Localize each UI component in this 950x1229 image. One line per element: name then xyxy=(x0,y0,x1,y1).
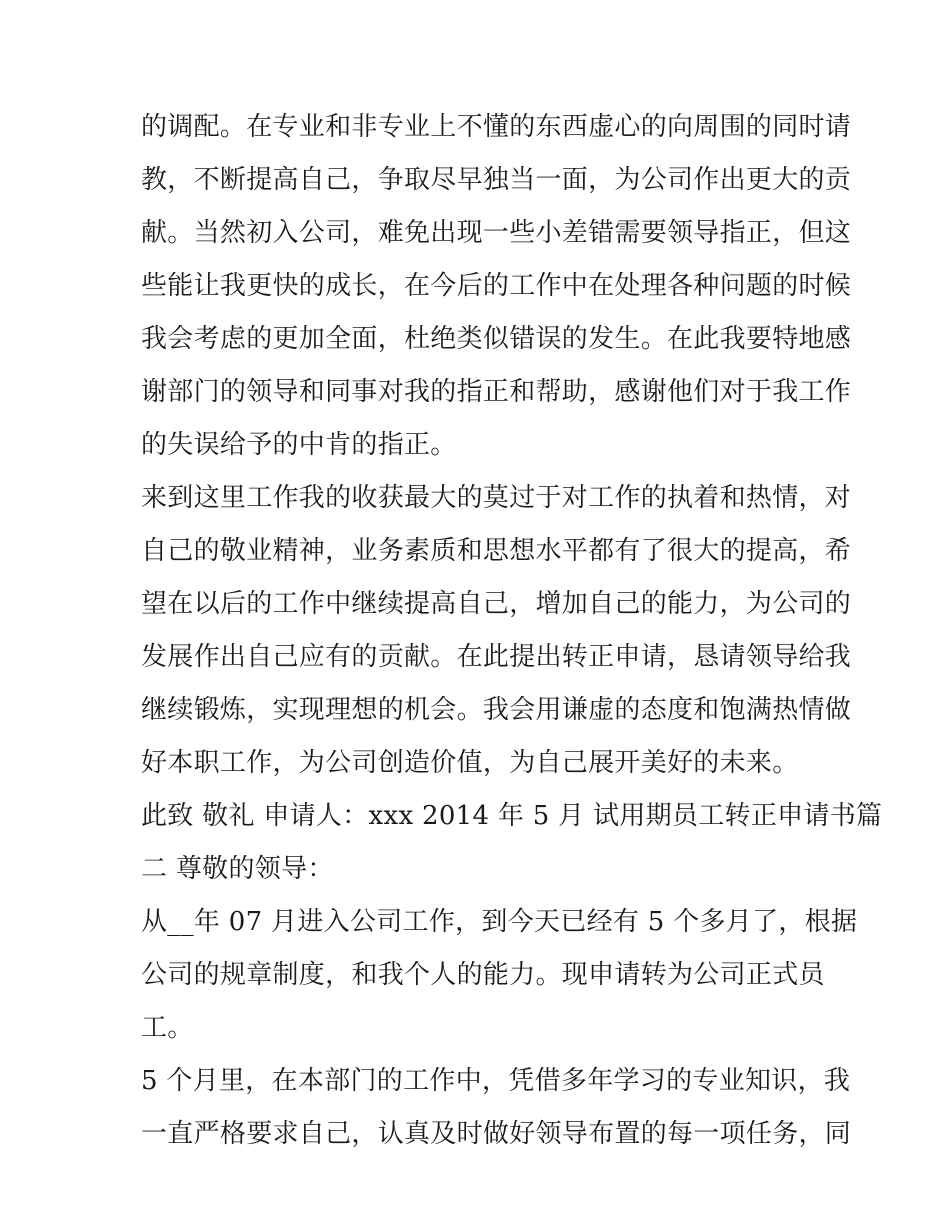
text-line: 教，不断提高自己，争取尽早独当一面，为公司作出更大的贡 xyxy=(141,165,852,195)
text-line: 发展作出自己应有的贡献。在此提出转正申请，恳请领导给我 xyxy=(141,642,852,672)
text-line: 献。当然初入公司，难免出现一些小差错需要领导指正，但这 xyxy=(141,218,852,248)
text-line: 的失误给予的中肯的指正。 xyxy=(141,430,457,460)
text-line: 一直严格要求自己，认真及时做好领导布置的每一项任务，同 xyxy=(141,1119,852,1149)
text-line: 此致 敬礼 申请人：xxx 2014 年 5 月 试用期员工转正申请书篇 xyxy=(141,801,883,831)
text-line: 二 尊敬的领导： xyxy=(141,854,334,884)
text-line: 继续锻炼，实现理想的机会。我会用谦虚的态度和饱满热情做 xyxy=(141,695,852,725)
text-line: 自己的敬业精神，业务素质和思想水平都有了很大的提高，希 xyxy=(141,536,852,566)
text-line: 从__年 07 月进入公司工作，到今天已经有 5 个多月了，根据 xyxy=(141,907,858,937)
text-line: 我会考虑的更加全面，杜绝类似错误的发生。在此我要特地感 xyxy=(141,324,852,354)
text-line: 5 个月里，在本部门的工作中，凭借多年学习的专业知识，我 xyxy=(141,1066,851,1096)
text-line: 些能让我更快的成长，在今后的工作中在处理各种问题的时候 xyxy=(141,271,852,301)
text-line: 的调配。在专业和非专业上不懂的东西虚心的向周围的同时请 xyxy=(141,112,852,142)
text-line: 工。 xyxy=(141,1013,194,1043)
text-line: 好本职工作，为公司创造价值，为自己展开美好的未来。 xyxy=(141,748,799,778)
text-line: 公司的规章制度，和我个人的能力。现申请转为公司正式员 xyxy=(141,960,825,990)
text-line: 望在以后的工作中继续提高自己，增加自己的能力，为公司的 xyxy=(141,589,852,619)
text-line: 来到这里工作我的收获最大的莫过于对工作的执着和热情，对 xyxy=(141,483,852,513)
text-line: 谢部门的领导和同事对我的指正和帮助，感谢他们对于我工作 xyxy=(141,377,852,407)
